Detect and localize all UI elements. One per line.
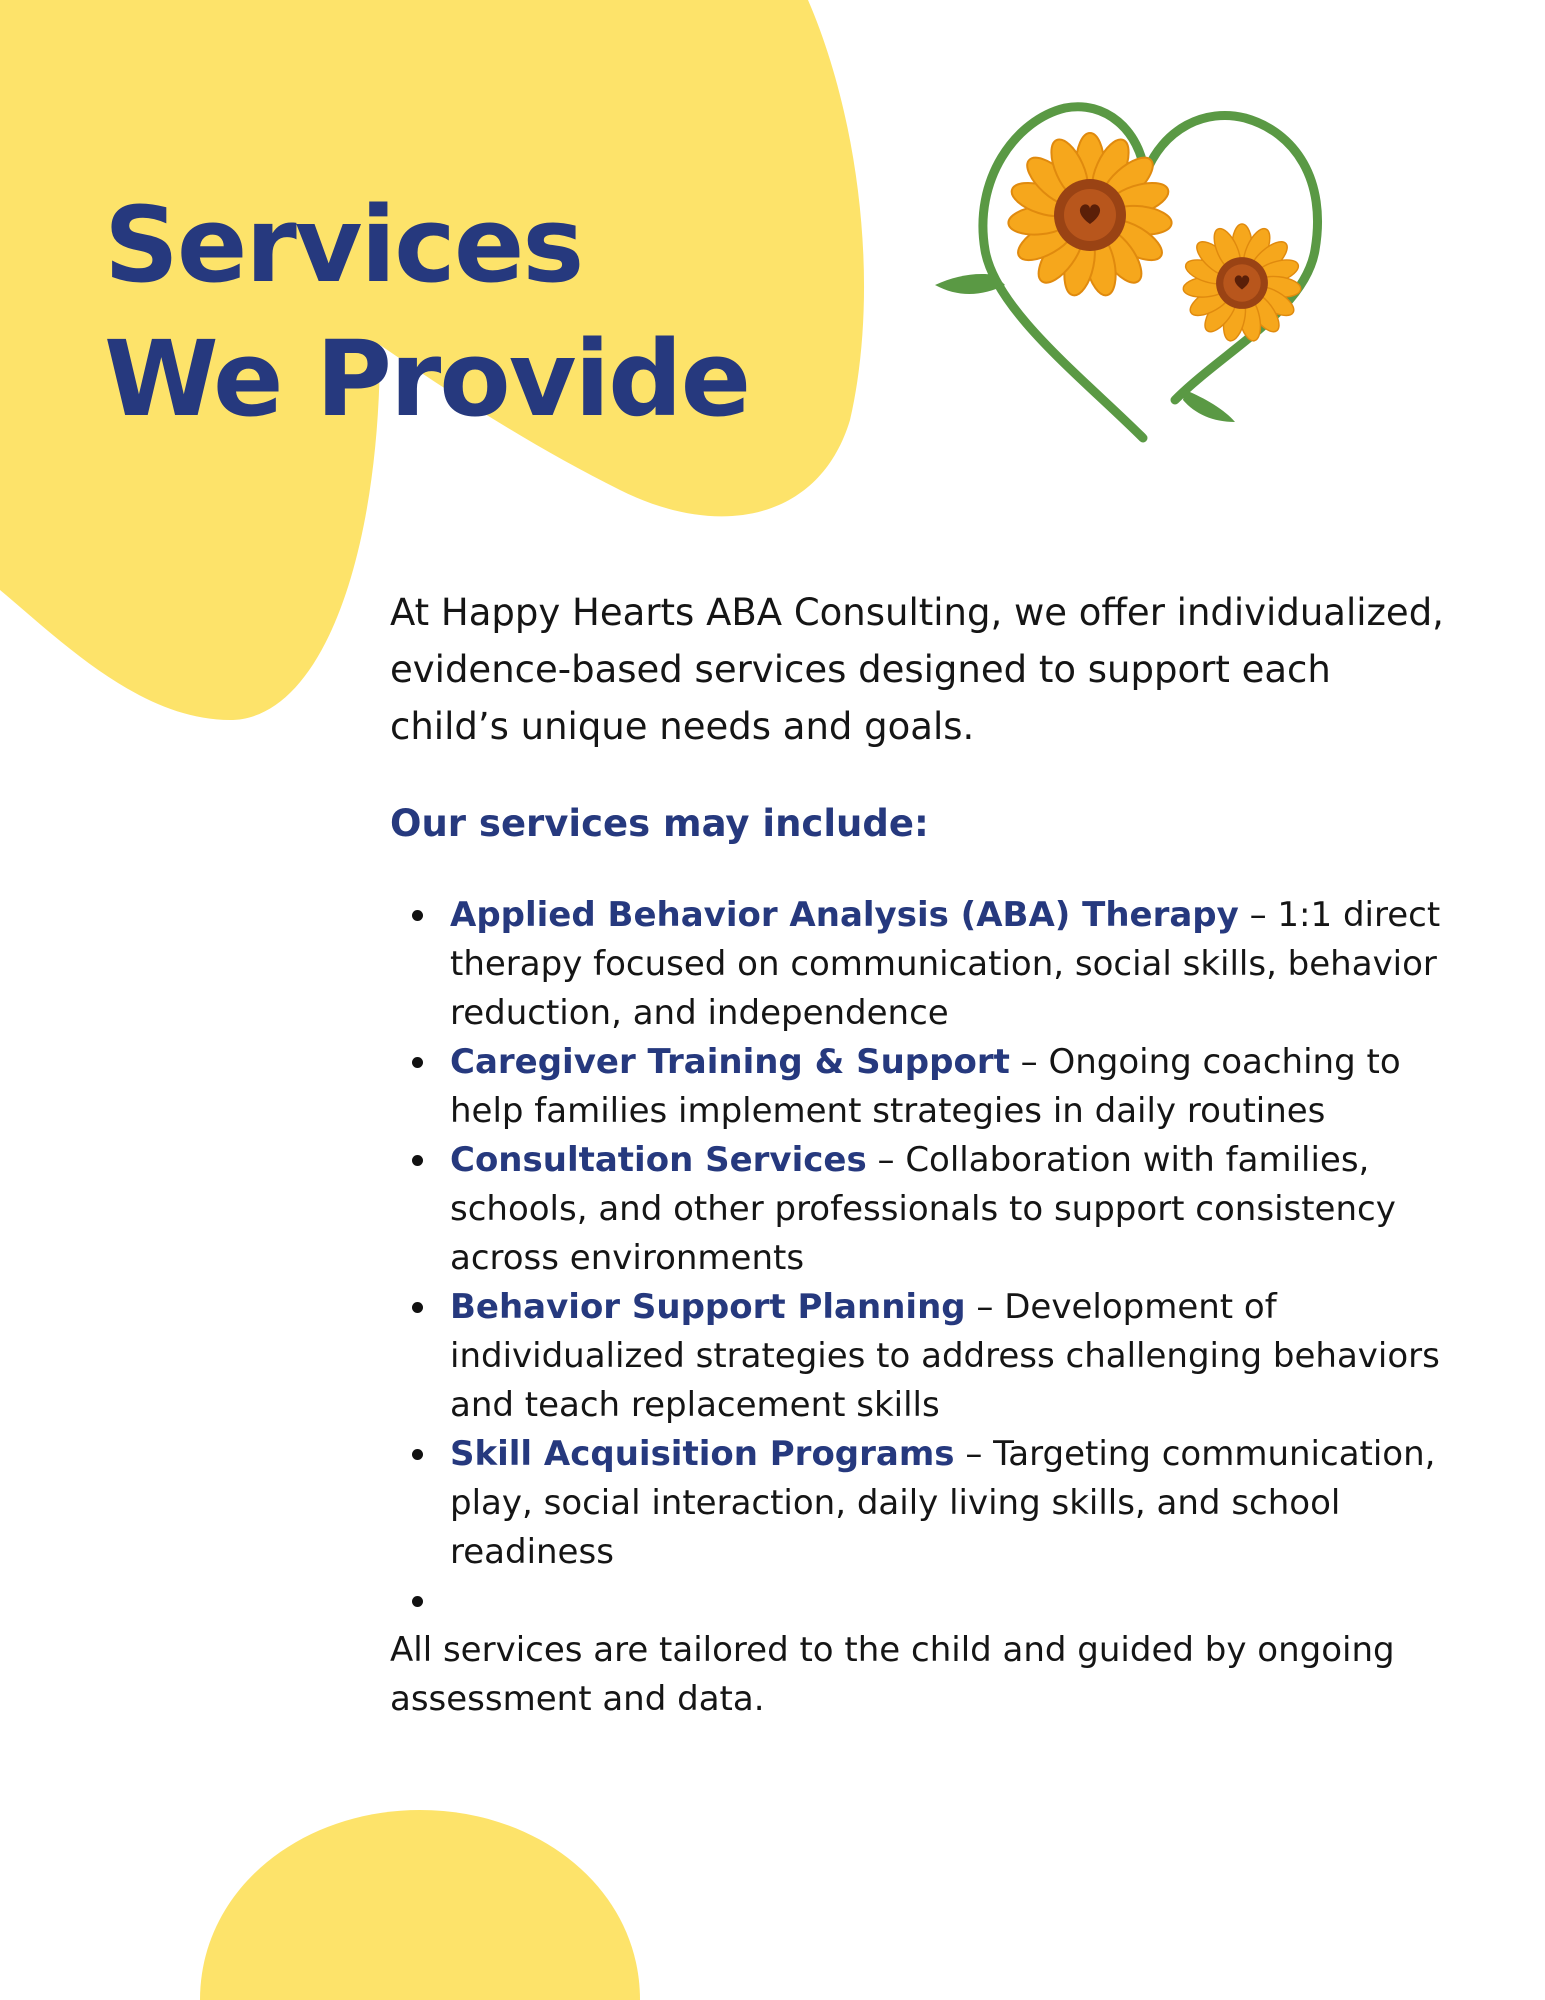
service-name: Skill Acquisition Programs [450,1434,955,1474]
main-content [390,584,1450,1724]
service-name: Consultation Services [450,1140,867,1180]
service-description: – 1:1 direct therapy focused on communication, social skills, behavior reduction, and independence [450,895,1441,1033]
sunflower-small [1182,224,1302,343]
service-description: – Collaboration with families, schools, and other professionals to support consistency across environments [450,1140,1396,1278]
page-title [104,178,749,446]
list-item [390,1136,1450,1283]
service-description: – Targeting communication, play, social interaction, daily living skills, and school readiness [450,1434,1436,1572]
bullet-icon [412,1302,423,1313]
title-line-2: We Provide [104,318,750,440]
bullet-icon [412,1155,423,1166]
closing-paragraph: All services are tailored to the child and guided by ongoing assessment and data. [390,1630,1395,1719]
bullet-icon [412,1057,423,1068]
yellow-blob-bottom [200,1810,640,2000]
services-list [390,891,1450,1626]
services-heading: Our services may include: [390,802,929,845]
bullet-icon [412,910,423,921]
list-item [390,1430,1450,1577]
service-name: Applied Behavior Analysis (ABA) Therapy [450,895,1239,935]
list-item [390,891,1450,1038]
service-name: Caregiver Training & Support [450,1042,1010,1082]
title-line-1: Services [104,184,583,306]
empty-list-item [390,1577,1450,1626]
list-item [390,1283,1450,1430]
sunflower-heart-icon [935,100,1355,460]
bullet-icon [412,1449,423,1460]
service-description: – Development of individualized strategies to address challenging behaviors and teach replacement skills [450,1287,1440,1425]
sunflower-large [1007,133,1173,298]
intro-paragraph: At Happy Hearts ABA Consulting, we offer individualized, evidence-based services designed to support each child’s unique needs and goals. [390,591,1444,748]
bullet-icon [412,1596,423,1607]
list-item [390,1038,1450,1136]
service-name: Behavior Support Planning [450,1287,966,1327]
service-description: – Ongoing coaching to help families implement strategies in daily routines [450,1042,1401,1131]
